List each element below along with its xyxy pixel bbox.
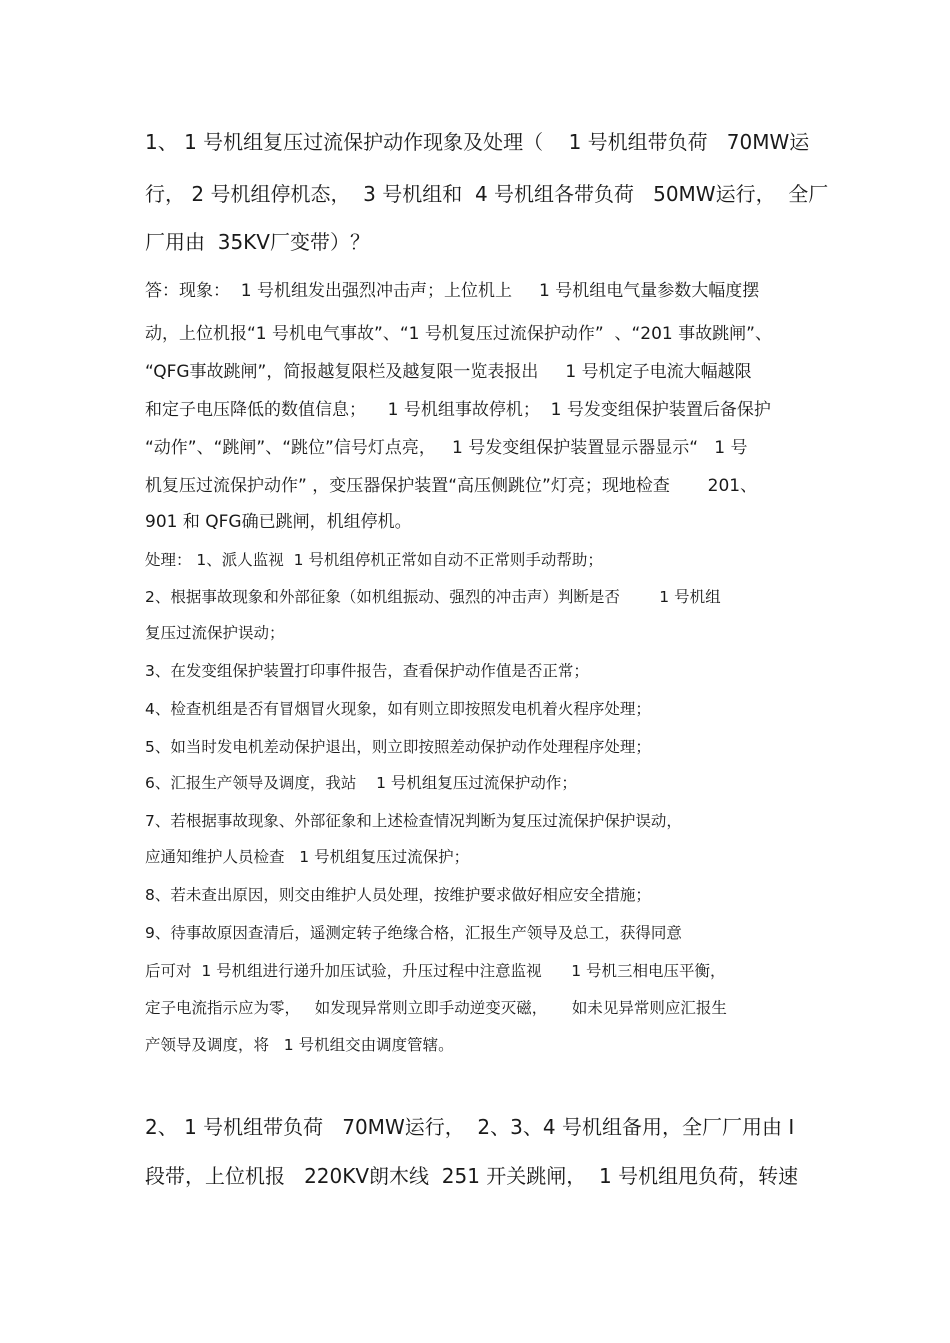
question-1-title-line-3: 厂用由 35KV厂变带）？ xyxy=(145,230,370,254)
handling-line-13: 定子电流指示应为零， 如发现异常则立即手动逆变灭磁， 如未见异常则应汇报生 xyxy=(145,999,727,1017)
handling-line-10: 8、若未查出原因，则交由维护人员处理，按维护要求做好相应安全措施； xyxy=(145,886,651,904)
answer-line-2: 动，上位机报“1 号机电气事故”、“1 号机复压过流保护动作” 、“201 事故跳闸”、 xyxy=(145,324,772,344)
handling-line-11: 9、待事故原因查清后，遥测定转子绝缘合格，汇报生产领导及总工，获得同意 xyxy=(145,924,682,942)
handling-line-3: 复压过流保护误动； xyxy=(145,624,285,642)
handling-line-2: 2、根据事故现象和外部征象（如机组振动、强烈的冲击声）判断是否 1 号机组 xyxy=(145,588,721,606)
answer-line-5: “动作”、“跳闸”、“跳位”信号灯点亮， 1 号发变组保护装置显示器显示“ 1 号 xyxy=(145,438,748,458)
handling-line-12: 后可对 1 号机组进行递升加压试验，升压过程中注意监视 1 号机三相电压平衡， xyxy=(145,962,726,980)
question-2-title-line-1: 2、 1 号机组带负荷 70MW运行， 2、3、4 号机组备用，全厂厂用由 I xyxy=(145,1115,795,1139)
handling-line-14: 产领导及调度，将 1 号机组交由调度管辖。 xyxy=(145,1036,454,1054)
handling-line-7: 6、汇报生产领导及调度，我站 1 号机组复压过流保护动作； xyxy=(145,774,577,792)
answer-line-1: 答：现象： 1 号机组发出强烈冲击声；上位机上 1 号机组电气量参数大幅度摆 xyxy=(145,281,760,301)
question-1-title-line-1: 1、 1 号机组复压过流保护动作现象及处理（ 1 号机组带负荷 70MW运 xyxy=(145,130,810,154)
handling-line-1: 处理： 1、派人监视 1 号机组停机正常如自动不正常则手动帮助； xyxy=(145,551,603,569)
question-2-title-line-2: 段带，上位机报 220KV朗木线 251 开关跳闸， 1 号机组甩负荷，转速 xyxy=(145,1164,799,1188)
answer-line-3: “QFG事故跳闸”，简报越复限栏及越复限一览表报出 1 号机定子电流大幅越限 xyxy=(145,362,752,382)
question-1-title-line-2: 行， 2 号机组停机态， 3 号机组和 4 号机组各带负荷 50MW运行， 全厂 xyxy=(145,182,829,206)
handling-line-5: 4、检查机组是否有冒烟冒火现象，如有则立即按照发电机着火程序处理； xyxy=(145,700,651,718)
handling-line-6: 5、如当时发电机差动保护退出，则立即按照差动保护动作处理程序处理； xyxy=(145,738,651,756)
answer-line-6: 机复压过流保护动作” ，变压器保护装置“高压侧跳位”灯亮；现地检查 201、 xyxy=(145,476,758,496)
handling-line-4: 3、在发变组保护装置打印事件报告，查看保护动作值是否正常； xyxy=(145,662,589,680)
answer-line-4: 和定子电压降低的数值信息； 1 号机组事故停机； 1 号发变组保护装置后备保护 xyxy=(145,400,771,420)
handling-line-9: 应通知维护人员检查 1 号机组复压过流保护； xyxy=(145,848,470,866)
handling-line-8: 7、若根据事故现象、外部征象和上述检查情况判断为复压过流保护保护误动， xyxy=(145,812,682,830)
answer-line-7: 901 和 QFG确已跳闸，机组停机。 xyxy=(145,512,412,532)
